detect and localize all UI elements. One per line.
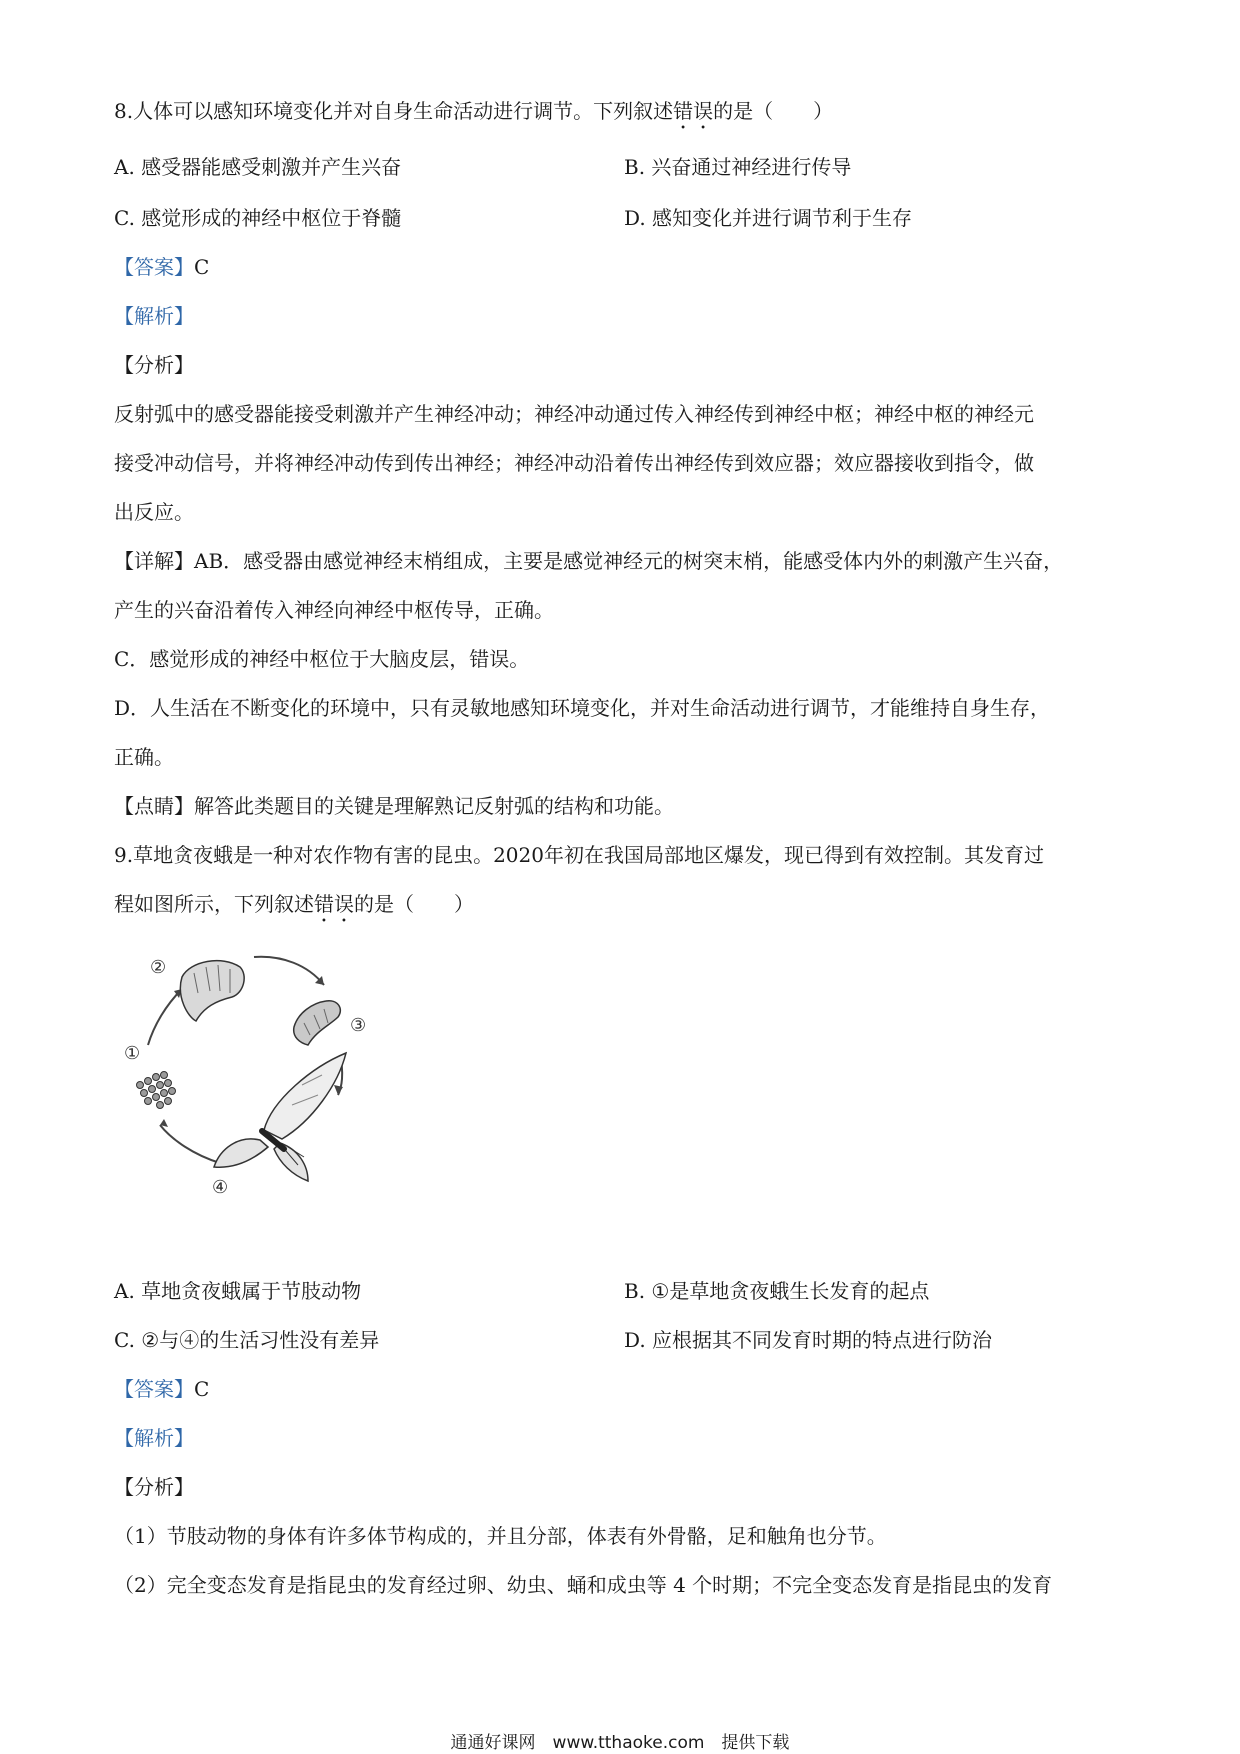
larva-icon xyxy=(180,961,244,1021)
q8-option-b: B. 兴奋通过神经进行传导 xyxy=(624,155,852,179)
q9-option-b: B. ①是草地贪夜蛾生长发育的起点 xyxy=(624,1279,930,1303)
answer-label: 【答案】 xyxy=(114,255,194,279)
answer-value: C xyxy=(194,1377,210,1401)
q8-jiexi-label: 【解析】 xyxy=(114,304,194,328)
q8-detail-line-4: D．人生活在不断变化的环境中，只有灵敏地感知环境变化，并对生命活动进行调节，才能维持自身生存， xyxy=(114,696,1051,720)
q9-jiexi-label: 【解析】 xyxy=(114,1426,194,1450)
q9-option-c: C. ②与④的生活习性没有差异 xyxy=(114,1328,380,1352)
stage-label-1: ① xyxy=(124,1043,141,1064)
q8-detail-line-1: 【详解】AB．感受器由感觉神经末梢组成，主要是感觉神经元的树突末梢，能感受体内外的刺激产生兴奋， xyxy=(114,549,1064,573)
q8-detail-line-2: 产生的兴奋沿着传入神经向神经中枢传导，正确。 xyxy=(114,598,554,622)
q9-stem-line-1: 9.草地贪夜蛾是一种对农作物有害的昆虫。2020年初在我国局部地区爆发，现已得到有效控制。其发育过 xyxy=(114,843,1044,867)
q9-option-d: D. 应根据其不同发育时期的特点进行防治 xyxy=(624,1328,993,1352)
q9-analysis-line-2: （2）完全变态发育是指昆虫的发育经过卵、幼虫、蛹和成虫等 4 个时期；不完全变态发育是指昆虫的发育 xyxy=(114,1573,1053,1597)
q9-stem-line-2: 程如图所示，下列叙述错误的是（ ） xyxy=(114,892,474,916)
arrow-2-to-3 xyxy=(254,957,324,985)
q8-analysis-line-1: 反射弧中的感受器能接受刺激并产生神经冲动；神经冲动通过传入神经传到神经中枢；神经中枢的神经元 xyxy=(114,402,1034,426)
stage-label-4: ④ xyxy=(212,1177,229,1198)
answer-value: C xyxy=(194,255,210,279)
q8-detail-line-3: C．感觉形成的神经中枢位于大脑皮层，错误。 xyxy=(114,647,530,671)
q8-analysis-line-3: 出反应。 xyxy=(114,500,194,524)
answer-label: 【答案】 xyxy=(114,1377,194,1401)
emphasis-mark: 错误 xyxy=(673,99,714,123)
eggs-icon xyxy=(137,1072,176,1109)
q8-analysis-line-2: 接受冲动信号，并将神经冲动传到传出神经；神经冲动沿着传出神经传到效应器；效应器接收到指令，做 xyxy=(114,451,1034,475)
page-footer: 通通好课网 www.tthaoke.com 提供下载 xyxy=(450,1733,790,1753)
pupa-icon xyxy=(294,1001,341,1045)
q8-detail-line-5: 正确。 xyxy=(114,745,174,769)
q9-analysis-line-1: （1）节肢动物的身体有许多体节构成的，并且分部，体表有外骨骼，足和触角也分节。 xyxy=(114,1524,887,1548)
q8-dianjing: 【点睛】解答此类题目的关键是理解熟记反射弧的结构和功能。 xyxy=(114,794,674,818)
q8-answer xyxy=(114,252,1134,282)
q9-fenxi-label: 【分析】 xyxy=(114,1475,194,1499)
q8-option-c: C. 感觉形成的神经中枢位于脊髓 xyxy=(114,206,402,230)
q8-option-a: A. 感受器能感受刺激并产生兴奋 xyxy=(114,155,402,179)
moth-icon xyxy=(214,1053,346,1181)
q8-stem: 8.人体可以感知环境变化并对自身生命活动进行调节。下列叙述错误的是（ ） xyxy=(114,99,834,123)
cycle-arrows xyxy=(148,957,342,1163)
emphasis-mark: 错误 xyxy=(314,892,354,916)
arrow-4-to-1 xyxy=(160,1125,220,1163)
q8-option-d: D. 感知变化并进行调节利于生存 xyxy=(624,206,913,230)
arrow-1-to-2 xyxy=(148,989,182,1045)
life-cycle-figure xyxy=(112,935,392,1205)
q9-answer xyxy=(114,1374,1134,1404)
stage-label-2: ② xyxy=(150,957,167,978)
q9-option-a: A. 草地贪夜蛾属于节肢动物 xyxy=(114,1279,362,1303)
stage-label-3: ③ xyxy=(350,1015,367,1036)
q8-fenxi-label: 【分析】 xyxy=(114,353,194,377)
